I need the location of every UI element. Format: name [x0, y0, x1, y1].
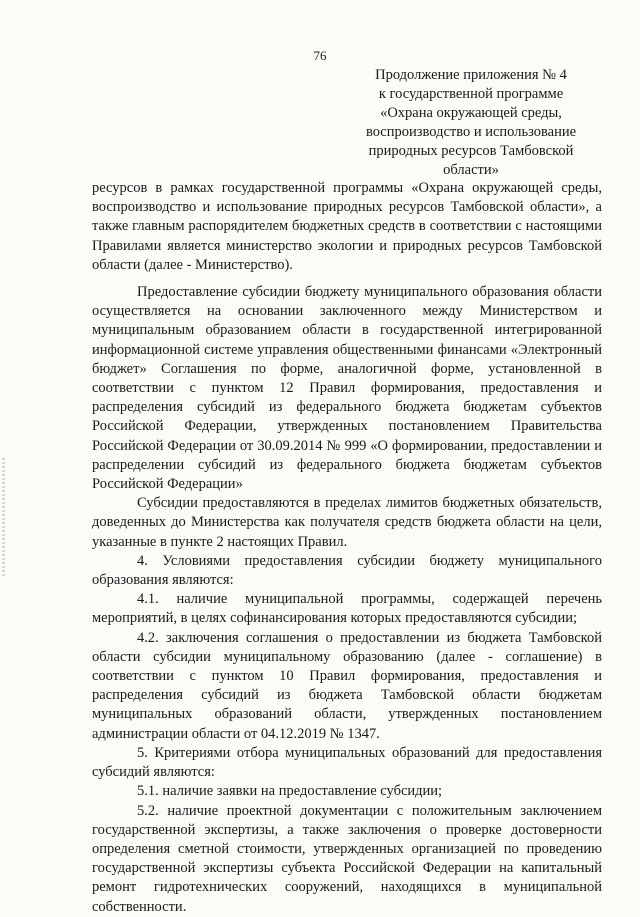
header-line: природных ресурсов Тамбовской: [368, 143, 574, 159]
appendix-header: [355, 66, 587, 180]
page-number: 76: [313, 48, 327, 63]
header-line: «Охрана окружающей среды,: [380, 105, 562, 121]
paragraph-subsidy-limits: Субсидии предоставляются в пределах лимитов бюджетных обязательств, доведенных до Министерства как получателя средств бюджета области на цели, указанные в пункте 2 настоящих Правил.: [92, 495, 602, 550]
header-line: области»: [443, 162, 499, 178]
paragraph-condition-4-2: 4.2. заключения соглашения о предоставлении из бюджета Тамбовской области субсидии муниципальному образованию (далее - соглашение) в соответствии с пунктом 10 Правил формирования, предоставления и распределения субсидий из бюджета Тамбовской области бюджетам муниципальных образований области, утвержденных постановлением администрации области от 04.12.2019 № 1347.: [92, 629, 602, 742]
paragraph-criteria-heading: 5. Критериями отбора муниципальных образований для предоставления субсидий являются:: [92, 744, 602, 781]
header-line: воспроизводство и использование: [365, 124, 577, 140]
paragraph-condition-4-1: 4.1. наличие муниципальной программы, содержащей перечень мероприятий, в целях софинансирования которых предоставляются субсидии;: [92, 591, 602, 627]
paragraph-criterion-5-2: 5.2. наличие проектной документации с положительным заключением государственной экспертизы, а также заключения о проверке достоверности определения сметной стоимости, утвержденных организацией по проведению государственной экспертизы субъекта Российской Федерации на капитальный ремонт гидротехнических сооружений, находящихся в муниципальной собственности.: [92, 802, 602, 915]
paragraph-conditions-heading: 4. Условиями предоставления субсидии бюджету муниципального образования являются:: [92, 552, 602, 589]
document-body: [92, 179, 602, 917]
header-line: к государственной программе: [378, 86, 564, 102]
paragraph-criterion-5-1: 5.1. наличие заявки на предоставление субсидии;: [137, 783, 443, 800]
scan-margin-mark: [2, 458, 5, 578]
paragraph-continuation: ресурсов в рамках государственной программы «Охрана окружающей среды, воспроизводство и использование природных ресурсов Тамбовской области», а также главным распорядителем бюджетных средств в соответствии с настоящими Правилами является министерство экологии и природных ресурсов Тамбовской области (далее - Министерство).: [92, 180, 602, 273]
header-line: Продолжение приложения № 4: [375, 67, 567, 83]
paragraph-subsidy-agreement: Предоставление субсидии бюджету муниципального образования области осуществляется на основании заключенного между Министерством и муниципальным образованием области в государственной интегрированной информационной системе управления общественными финансами «Электронный бюджет» Соглашения по форме, аналогичной форме, установленной в соответствии с пунктом 12 Правил формирования, предоставления и распределения субсидий из федерального бюджета бюджетам субъектов Российской Федерации, утвержденных постановлением Правительства Российской Федерации от 30.09.2014 № 999 «О формировании, предоставлении и распределении субсидий из федерального бюджета бюджетам субъектов Российской Федерации»: [92, 284, 602, 493]
